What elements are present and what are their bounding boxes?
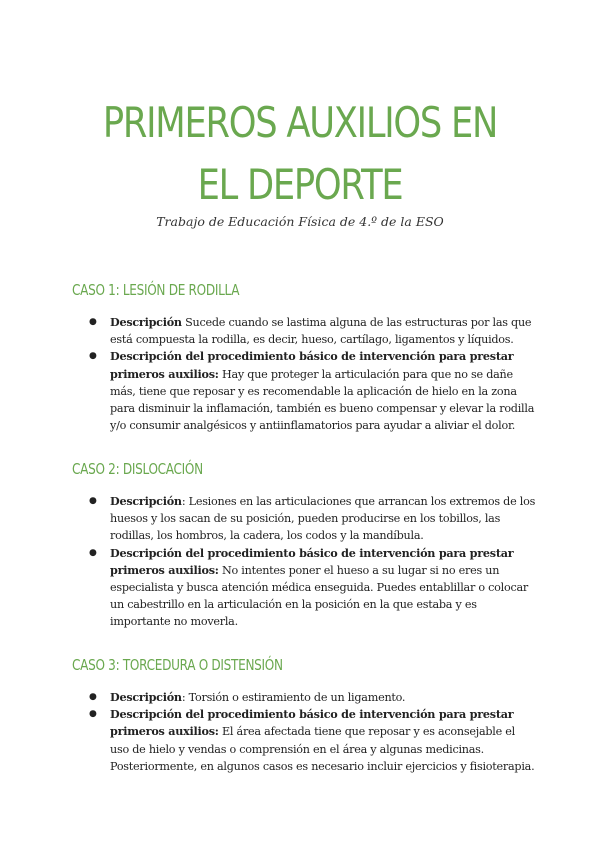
list-item	[86, 689, 536, 706]
item-text: : Lesiones en las articulaciones que arrancan los extremos de los huesos y los sacan de su posición, pueden producirse en los tobillos, las rodillas, los hombros, la cadera, los codos y la mandíbula.	[110, 495, 536, 543]
bullet-icon: ●	[89, 709, 97, 720]
item-label: Descripción del procedimiento básico de intervención para prestar primeros auxilios:	[110, 707, 514, 739]
item-text: Hay que proteger la articulación para que no se dañe más, tiene que reposar y es recomendable la aplicación de hielo en la zona para disminuir la inflamación, también es bueno compensar y elevar la rodilla y/o consumir analgésicos y antiinflamatorios para ayudar a aliviar el dolor.	[110, 367, 535, 433]
case-2-heading: CASO 2: DISLOCACIÓN	[72, 460, 203, 478]
case-1-heading: CASO 1: LESIÓN DE RODILLA	[72, 281, 240, 299]
item-label: Descripción del procedimiento básico de intervención para prestar primeros auxilios:	[110, 545, 514, 577]
item-text: : Torsión o estiramiento de un ligamento.	[181, 691, 406, 704]
item-text: Sucede cuando se lastima alguna de las estructuras por las que está compuesta la rodilla, es decir, hueso, cartílago, ligamentos y líquidos.	[110, 316, 532, 347]
bullet-icon: ●	[89, 547, 97, 558]
item-text: El área afectada tiene que reposar y es aconsejable el uso de hielo y vendas o comprensión en el área y algunas medicinas. Posteriormente, en algunos casos es necesario incluir ejercicios y fisioterapia.	[110, 725, 535, 773]
item-label: Descripción	[110, 690, 182, 704]
case-2-list	[86, 493, 536, 631]
item-label: Descripción	[110, 494, 182, 508]
list-item	[86, 314, 536, 348]
document-subtitle: Trabajo de Educación Física de 4.º de la ESO	[156, 214, 444, 229]
case-3-list	[86, 689, 536, 775]
list-item	[86, 545, 536, 631]
item-text: No intentes poner el hueso a su lugar si no eres un especialista y busca atención médica enseguida. Puedes entablillar o colocar un cabestrillo en la articulación en la posición en la que estaba y es importante no moverla.	[110, 563, 528, 629]
item-label: Descripción del procedimiento básico de intervención para prestar primeros auxilios:	[110, 349, 514, 381]
item-label: Descripción	[110, 315, 182, 329]
document-title: PRIMEROS AUXILIOS EN EL DEPORTE	[102, 98, 498, 209]
case-1-list	[86, 314, 536, 434]
list-item	[86, 348, 536, 434]
list-item	[86, 493, 536, 545]
bullet-icon: ●	[89, 351, 97, 362]
case-3-heading: CASO 3: TORCEDURA O DISTENSIÓN	[72, 656, 283, 674]
bullet-icon: ●	[89, 692, 97, 702]
bullet-icon: ●	[89, 317, 97, 327]
list-item	[86, 706, 536, 775]
bullet-icon: ●	[89, 496, 97, 506]
